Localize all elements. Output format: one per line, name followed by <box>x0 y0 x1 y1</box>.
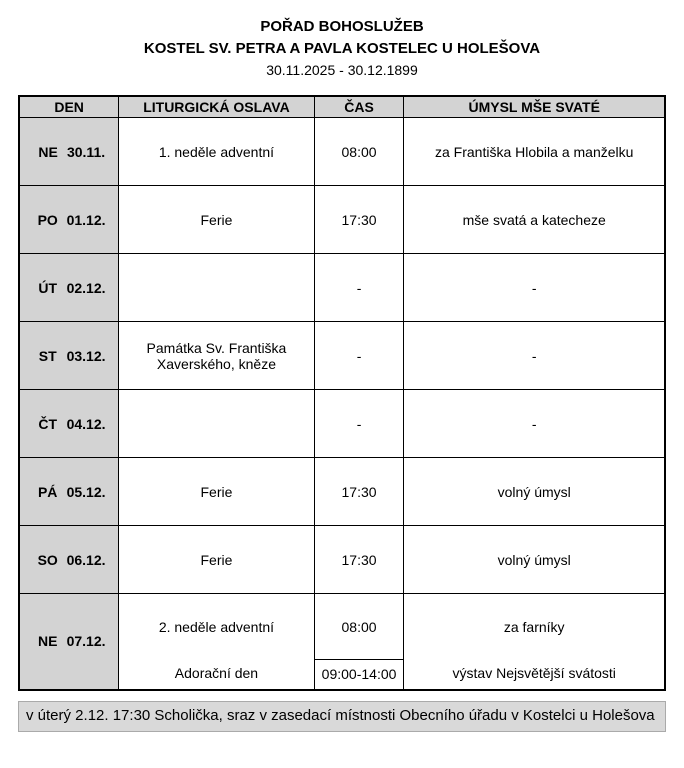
intention-cell <box>404 594 665 690</box>
celebration-cell <box>119 254 314 322</box>
time-cell: 17:30 <box>314 526 404 594</box>
celebration-cell: Ferie <box>119 458 314 526</box>
header-row <box>19 96 665 118</box>
day-abbr: NE <box>37 633 58 650</box>
celebration-cell: 1. neděle adventní <box>119 118 314 186</box>
time-cell <box>314 594 404 690</box>
celebration-cell <box>119 594 314 690</box>
day-date: 04.12. <box>66 415 106 432</box>
day-date: 30.11. <box>66 143 106 160</box>
intention-cell: - <box>404 390 665 458</box>
day-date: 01.12. <box>66 211 106 228</box>
page-subtitle: KOSTEL SV. PETRA A PAVLA KOSTELEC U HOLEŠOVA <box>143 39 541 57</box>
time-line1: 08:00 <box>341 619 377 636</box>
day-cell <box>19 390 119 458</box>
intention-cell: - <box>404 322 665 390</box>
table-row <box>19 594 665 690</box>
col-header-cas: ČAS <box>314 96 404 118</box>
table-row <box>19 322 665 390</box>
page-title: POŘAD BOHOSLUŽEB <box>260 18 424 35</box>
table-row <box>19 118 665 186</box>
celebration-cell: Památka Sv. Františka Xaverského, kněze <box>119 322 314 390</box>
day-abbr: PO <box>37 211 58 228</box>
table-row <box>19 458 665 526</box>
table-row <box>19 526 665 594</box>
intention-cell: mše svatá a katecheze <box>404 186 665 254</box>
day-cell <box>19 594 119 690</box>
intention-line1: za farníky <box>503 619 565 636</box>
time-line2: 09:00-14:00 <box>315 659 404 687</box>
day-abbr: ÚT <box>38 279 58 296</box>
time-cell: - <box>314 390 404 458</box>
time-cell: - <box>314 254 404 322</box>
col-header-den: DEN <box>19 96 119 118</box>
day-abbr: NE <box>38 143 58 160</box>
day-cell <box>19 118 119 186</box>
time-cell: 17:30 <box>314 186 404 254</box>
day-abbr: SO <box>37 551 58 568</box>
table-header <box>19 96 665 118</box>
day-abbr: ČT <box>38 415 58 432</box>
table-row <box>19 390 665 458</box>
time-cell: - <box>314 322 404 390</box>
celebration-line1: 2. neděle adventní <box>158 619 275 636</box>
date-range: 30.11.2025 - 30.12.1899 <box>266 61 418 78</box>
day-cell <box>19 526 119 594</box>
day-date: 02.12. <box>66 279 106 296</box>
footer-note: v úterý 2.12. 17:30 Scholička, sraz v zasedací místnosti Obecního úřadu v Kostelci u Holešova <box>18 701 666 733</box>
document-header <box>18 16 666 81</box>
day-cell <box>19 458 119 526</box>
celebration-cell <box>119 390 314 458</box>
celebration-cell: Ferie <box>119 186 314 254</box>
intention-line2: výstav Nejsvětější svátosti <box>452 665 616 682</box>
day-cell <box>19 322 119 390</box>
celebration-cell: Ferie <box>119 526 314 594</box>
intention-cell: - <box>404 254 665 322</box>
day-cell <box>19 254 119 322</box>
col-header-umysl: ÚMYSL MŠE SVATÉ <box>404 96 665 118</box>
intention-cell: volný úmysl <box>404 526 665 594</box>
time-cell: 08:00 <box>314 118 404 186</box>
table-row <box>19 254 665 322</box>
day-date: 03.12. <box>66 347 106 364</box>
day-abbr: PÁ <box>37 483 58 500</box>
celebration-line2: Adorační den <box>174 665 259 682</box>
day-abbr: ST <box>38 347 57 364</box>
day-date: 06.12. <box>66 551 106 568</box>
time-cell: 17:30 <box>314 458 404 526</box>
day-date: 07.12. <box>66 633 106 650</box>
table-row <box>19 186 665 254</box>
day-cell <box>19 186 119 254</box>
intention-cell: za Františka Hlobila a manželku <box>404 118 665 186</box>
schedule-table <box>18 95 666 691</box>
day-date: 05.12. <box>66 483 106 500</box>
intention-cell: volný úmysl <box>404 458 665 526</box>
col-header-liturgicka-oslava: LITURGICKÁ OSLAVA <box>119 96 314 118</box>
